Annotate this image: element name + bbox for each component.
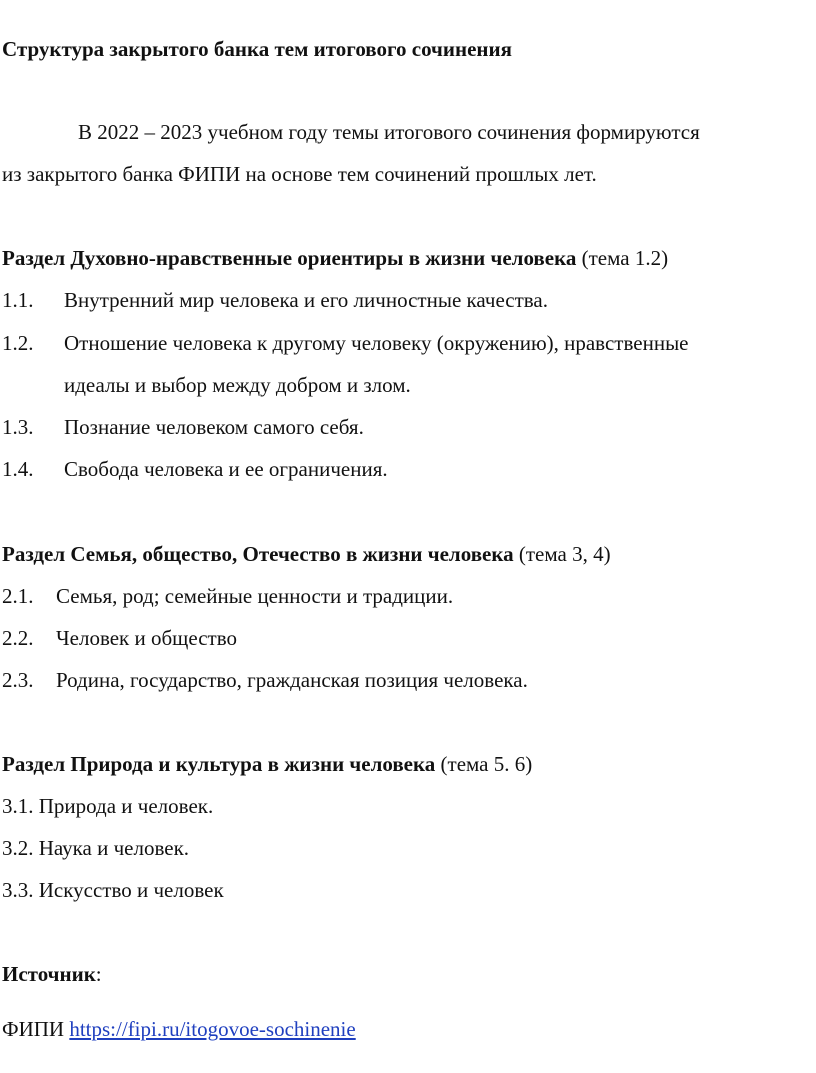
- intro-line-1: В 2022 – 2023 учебном году темы итогового сочинения формируются: [78, 120, 700, 144]
- section-1-heading: [2, 245, 668, 271]
- list-item: [2, 330, 689, 356]
- list-item-text: Человек и общество: [56, 626, 237, 650]
- source-link[interactable]: https://fipi.ru/itogovoe-sochinenie: [69, 1017, 356, 1041]
- list-item: [2, 667, 528, 693]
- list-item: [2, 456, 388, 482]
- list-item: [2, 287, 548, 313]
- section-2-heading-title: Раздел Семья, общество, Отечество в жизни человека: [2, 542, 514, 566]
- source-colon: :: [95, 962, 102, 986]
- list-item: 3.2. Наука и человек.: [2, 836, 190, 860]
- list-item-number: 1.1.: [2, 288, 34, 312]
- intro-line-2: из закрытого банка ФИПИ на основе тем сочинений прошлых лет.: [2, 162, 597, 186]
- list-item-continuation: идеалы и выбор между добром и злом.: [64, 373, 411, 397]
- source-heading: [2, 961, 102, 987]
- document-title: Структура закрытого банка тем итогового сочинения: [2, 37, 512, 61]
- list-item-text: Внутренний мир человека и его личностные качества.: [64, 288, 548, 312]
- source-label: Источник: [2, 962, 96, 986]
- list-item: [2, 414, 364, 440]
- source-prefix: ФИПИ: [2, 1017, 65, 1041]
- list-item-number: 1.3.: [2, 415, 34, 439]
- list-item-number: 1.2.: [2, 331, 34, 355]
- list-item: [2, 583, 453, 609]
- list-item-number: 1.4.: [2, 457, 34, 481]
- list-item: 3.3. Искусство и человек: [2, 878, 224, 902]
- section-3-heading-title: Раздел Природа и культура в жизни человека: [2, 752, 436, 776]
- section-1-heading-title: Раздел Духовно-нравственные ориентиры в жизни человека: [2, 246, 577, 270]
- section-1-heading-note: (тема 1.2): [581, 246, 669, 270]
- section-2-heading: [2, 541, 611, 567]
- source-line: [2, 1016, 356, 1042]
- section-2-heading-note: (тема 3, 4): [518, 542, 611, 566]
- list-item-text: Отношение человека к другому человеку (окружению), нравственные: [64, 331, 689, 355]
- list-item-number: 2.3.: [2, 668, 34, 692]
- list-item-text: Родина, государство, гражданская позиция человека.: [56, 668, 528, 692]
- section-3-heading: [2, 751, 532, 777]
- list-item-text: Свобода человека и ее ограничения.: [64, 457, 388, 481]
- list-item: [2, 625, 237, 651]
- section-3-heading-note: (тема 5. 6): [440, 752, 533, 776]
- list-item-text: Семья, род; семейные ценности и традиции.: [56, 584, 454, 608]
- list-item-text: Познание человеком самого себя.: [64, 415, 364, 439]
- list-item-number: 2.2.: [2, 626, 34, 650]
- list-item-number: 2.1.: [2, 584, 34, 608]
- list-item: 3.1. Природа и человек.: [2, 794, 214, 818]
